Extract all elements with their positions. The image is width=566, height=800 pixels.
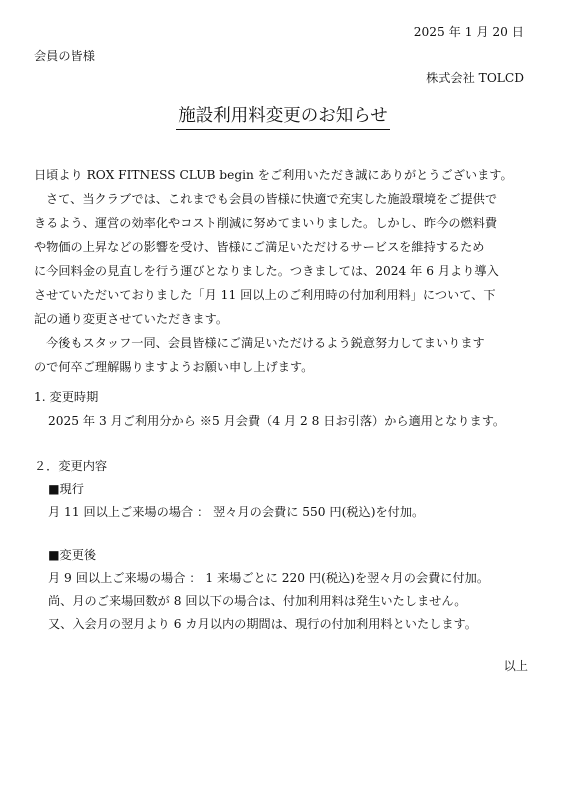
section1-heading: 1. 変更時期: [34, 390, 99, 404]
after-line: 尚、月のご来場回数が 8 回以下の場合は、付加利用料は発生いたしません。: [48, 594, 467, 608]
document-date: 2025 年 1 月 20 日: [413, 25, 524, 39]
body-line: や物価の上昇などの影響を受け、皆様にご満足いただけるサービスを維持するため: [34, 240, 485, 254]
after-line: 又、入会月の翌月より 6 カ月以内の期間は、現行の付加利用料といたします。: [48, 617, 477, 631]
section1-text: 2025 年 3 月ご利用分から ※5 月会費（4 月 2 8 日お引落）から適用となります。: [48, 414, 506, 428]
after-line: 月 9 回以上ご来場の場合 ： 1 来場ごとに 220 円(税込)を翌々月の会費に付加。: [48, 571, 490, 585]
current-text: 月 11 回以上ご来場の場合 ： 翌々月の会費に 550 円(税込)を付加。: [48, 505, 425, 519]
body-line: に今回料金の見直しを行う運びとなりました。つきましては、2024 年 6 月より導入: [34, 264, 499, 278]
body-line: 日頃より ROX FITNESS CLUB begin をご利用いただき誠にありがとうございます。: [34, 168, 513, 182]
body-line: させていただいておりました「月 11 回以上のご利用時の付加利用料」について、下: [34, 288, 496, 302]
body-line: きるよう、運営の効率化やコスト削減に努めてまいりました。しかし、昨今の燃料費: [34, 216, 498, 230]
sender: 株式会社 TOLCD: [426, 71, 524, 85]
closing: 以上: [503, 659, 528, 673]
body-line: 記の通り変更させていただきます。: [34, 312, 229, 326]
body-text: [34, 167, 544, 383]
document-title: [0, 104, 566, 128]
current-label: ■現行: [48, 482, 84, 496]
body-line: 今後もスタッフ一同、会員皆様にご満足いただけるよう鋭意努力してまいります: [46, 336, 485, 350]
section2-heading: ２．変更内容: [34, 459, 108, 473]
title-text: 施設利用料変更のお知らせ: [176, 106, 389, 130]
after-label: ■変更後: [48, 548, 97, 562]
body-line: ので何卒ご理解賜りますようお願い申し上げます。: [34, 360, 314, 374]
recipient: 会員の皆様: [34, 49, 95, 63]
body-line: さて、当クラブでは、これまでも会員の皆様に快適で充実した施設環境をご提供で: [46, 192, 498, 206]
